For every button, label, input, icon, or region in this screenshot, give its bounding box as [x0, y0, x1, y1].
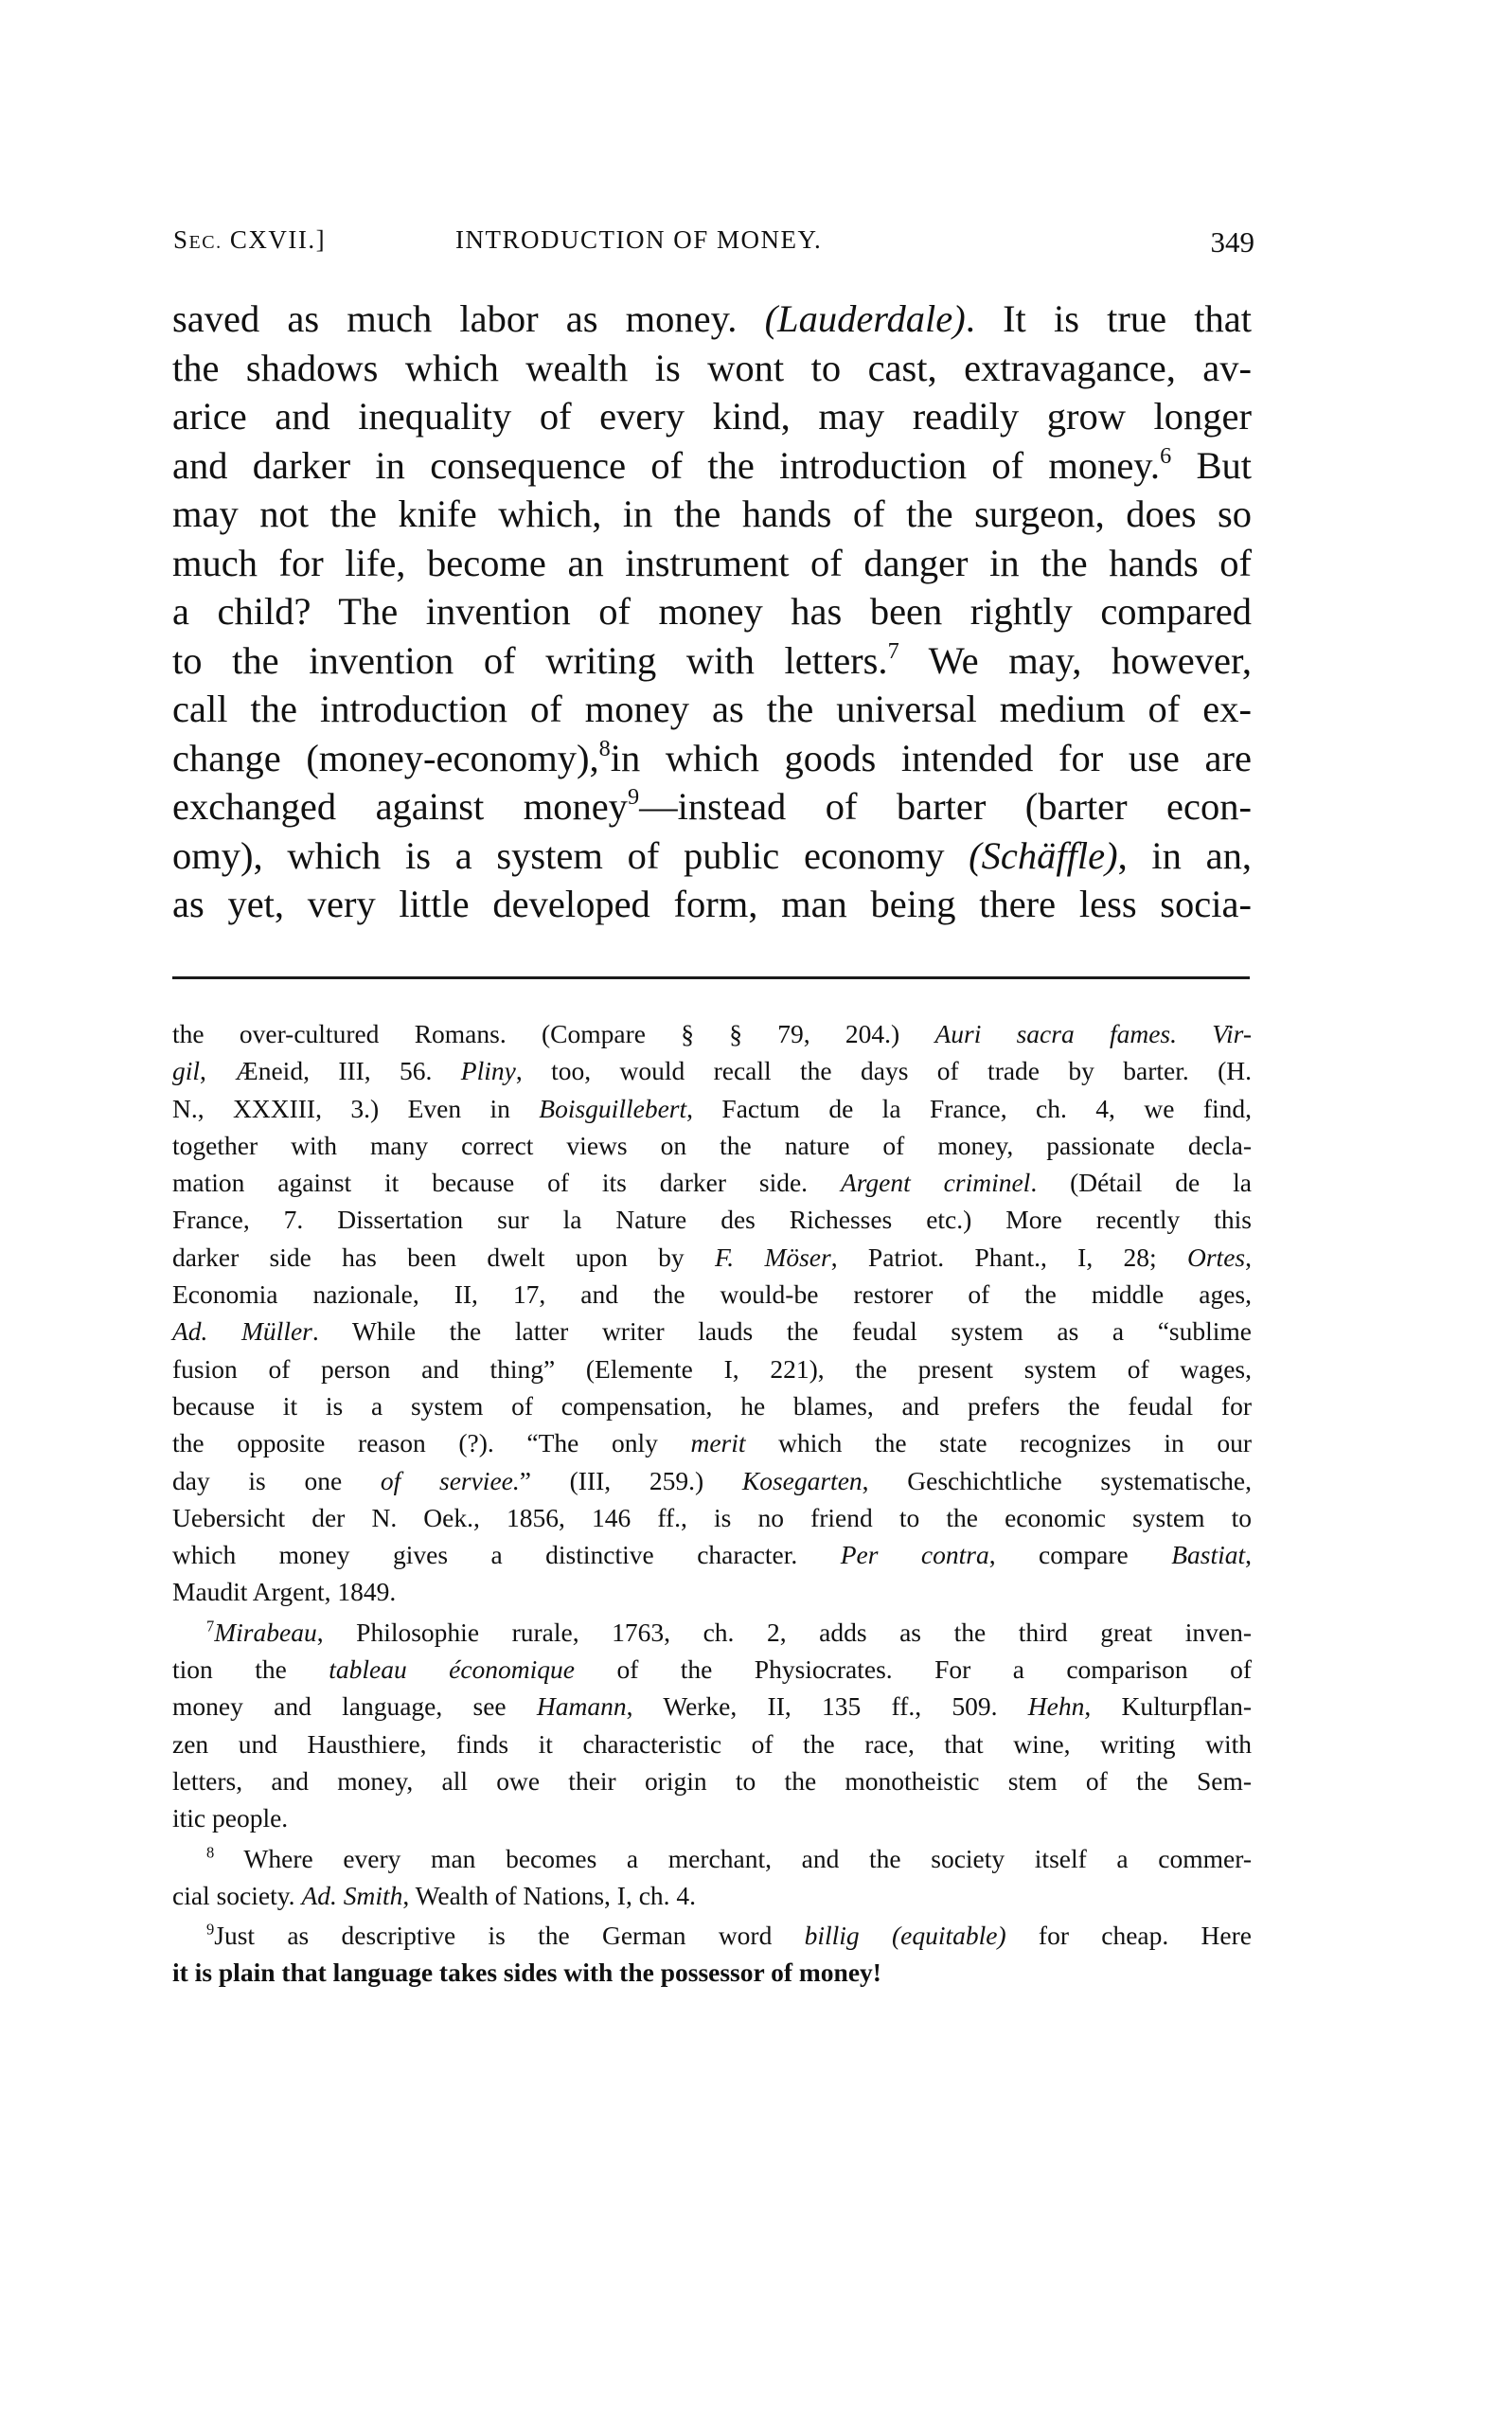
section-prefix-smallcaps: EC.	[188, 232, 222, 253]
footnote-line: gil, Æneid, III, 56. Pliny, too, would recall the days of trade by barter. (H.	[172, 1056, 1252, 1086]
italic-text: Per contra	[840, 1540, 989, 1570]
footnote-reference: 8	[598, 735, 611, 761]
body-line: a child? The invention of money has been rightly compared	[172, 590, 1252, 633]
italic-text: Ortes	[1187, 1242, 1246, 1272]
footnote-line: it is plain that language takes sides with the possessor of money!	[172, 1958, 881, 1988]
italic-text: Hehn	[1027, 1691, 1085, 1722]
italic-text: Bastiat	[1171, 1540, 1246, 1570]
footnote-line: France, 7. Dissertation sur la Nature des Richesses etc.) More recently this	[172, 1205, 1252, 1235]
chapter-title: INTRODUCTION OF MONEY.	[455, 225, 823, 254]
footnote-line: Uebersicht der N. Oek., 1856, 146 ff., is no friend to the economic system to	[172, 1502, 1252, 1532]
italic-text: (Lauderdale)	[764, 297, 966, 340]
body-line: to the invention of writing with letters.$^7$ We may, however,	[172, 637, 1252, 682]
body-line: the shadows which wealth is wont to cast, extravagance, av-	[172, 346, 1252, 389]
footnote-8	[172, 1840, 1252, 1915]
body-line: saved as much labor as money. (Lauderdale). It is true that	[172, 297, 1252, 340]
footnote-line: the over-cultured Romans. (Compare § § 79, 204.) Auri sacra fames. Vir-	[172, 1019, 1252, 1048]
footnote-line: Economia nazionale, II, 17, and the would-be restorer of the middle ages,	[172, 1279, 1252, 1310]
body-line: as yet, very little developed form, man being there less socia-	[172, 883, 1252, 925]
footnote-reference: 6	[1160, 442, 1172, 469]
footnote-line: fusion of person and thing” (Elemente I, 221), the present system of wages,	[172, 1353, 1252, 1384]
italic-text: merit	[690, 1428, 746, 1458]
running-head	[173, 225, 1254, 263]
footnote-line: money and language, see Hamann, Werke, II, 135 ff., 509. Hehn, Kulturpflan-	[172, 1691, 1252, 1722]
footnote-line: tion the tableau économique of the Physiocrates. For a comparison of	[172, 1654, 1252, 1685]
italic-text: Ad. Smith	[301, 1880, 403, 1910]
footnote-line: cial society. Ad. Smith, Wealth of Nations, I, ch. 4.	[172, 1880, 697, 1910]
body-line: much for life, become an instrument of danger in the hands of	[172, 541, 1252, 584]
footnote-reference: 8	[206, 1842, 215, 1861]
footnote-7	[172, 1614, 1252, 1837]
body-line: arice and inequality of every kind, may readily grow longer	[172, 395, 1252, 438]
body-line: call the introduction of money as the universal medium of ex-	[172, 688, 1252, 730]
footnote-line: N., XXXIII, 3.) Even in Boisguillebert, Factum de la France, ch. 4, we find,	[172, 1093, 1252, 1123]
italic-text: Kosegarten	[741, 1465, 863, 1495]
footnote-9	[172, 1917, 1252, 1992]
footnote-line: which money gives a distinctive character. Per contra, compare Bastiat,	[172, 1540, 1252, 1570]
body-line: exchanged against money$^9$—instead of barter (barter econ-	[172, 784, 1252, 828]
footnote-line: the opposite reason (?). “The only merit which the state recognizes in our	[172, 1428, 1252, 1458]
body-line: may not the knife which, in the hands of the surgeon, does so	[172, 492, 1252, 535]
section-prefix: S	[173, 225, 189, 254]
footnote-reference: 9	[206, 1920, 215, 1939]
footnote-line: day is one of serviee.” (III, 259.) Kosegarten, Geschichtliche systematische,	[172, 1465, 1252, 1495]
footnote-line: zen und Hausthiere, finds it characteristic of the race, that wine, writing with	[172, 1728, 1252, 1759]
section-number: CXVII.]	[222, 225, 327, 254]
section-label	[173, 225, 326, 255]
footnote-line: together with many correct views on the nature of money, passionate decla-	[172, 1130, 1252, 1160]
main-text	[172, 295, 1252, 929]
italic-text: Pliny	[460, 1056, 516, 1086]
footnote-reference: 7	[206, 1617, 215, 1636]
footnote-line: darker side has been dwelt upon by F. Möser, Patriot. Phant., I, 28; Ortes,	[172, 1242, 1252, 1272]
footnote-line: letters, and money, all owe their origin to the monotheistic stem of the Sem-	[172, 1765, 1252, 1796]
footnote-line: Maudit Argent, 1849.	[172, 1577, 397, 1607]
footnote-line: $^8$ Where every man becomes a merchant, and the society itself a commer-	[206, 1842, 1252, 1873]
italic-text: of serviee.	[380, 1465, 520, 1495]
footnote-reference: 9	[627, 784, 640, 811]
italic-text: (Schäffle)	[969, 833, 1118, 877]
footnote-line: mation against it because of its darker side. Argent criminel. (Détail de la	[172, 1168, 1252, 1198]
italic-text: billig (equitable)	[804, 1921, 1006, 1951]
italic-text: Ad. Müller	[172, 1316, 312, 1347]
page-number: 349	[1210, 225, 1254, 259]
footnote-line: because it is a system of compensation, he blames, and prefers the feudal for	[172, 1390, 1252, 1421]
footnote-line: $^9$Just as descriptive is the German word billig (equitable) for cheap. Here	[206, 1920, 1252, 1951]
body-line: and darker in consequence of the introduction of money.$^6$ But	[172, 442, 1252, 487]
footnote-line: $^7$Mirabeau, Philosophie rurale, 1763, ch. 2, adds as the third great inven-	[206, 1617, 1252, 1647]
footnote-reference: 7	[887, 637, 899, 664]
italic-text: Mirabeau	[214, 1617, 317, 1647]
italic-text: tableau économique	[329, 1654, 576, 1685]
italic-text: Boisguillebert	[539, 1093, 687, 1123]
italic-text: gil	[172, 1056, 201, 1086]
footnotes	[172, 1015, 1252, 1994]
body-line: change (money-economy),$^8$in which goods intended for use are	[172, 735, 1252, 779]
italic-text: Hamann	[536, 1691, 627, 1722]
italic-text: Argent criminel	[840, 1168, 1031, 1198]
footnote-line: Ad. Müller. While the latter writer lauds the feudal system as a “sublime	[172, 1316, 1252, 1347]
italic-text: Auri sacra fames. Vir-	[934, 1019, 1252, 1048]
footnote-continued	[172, 1015, 1252, 1611]
italic-text: F. Möser	[714, 1242, 831, 1272]
footnote-rule	[172, 976, 1250, 979]
body-line: omy), which is a system of public economy (Schäffle), in an,	[172, 833, 1252, 877]
footnote-line: itic people.	[172, 1803, 289, 1833]
